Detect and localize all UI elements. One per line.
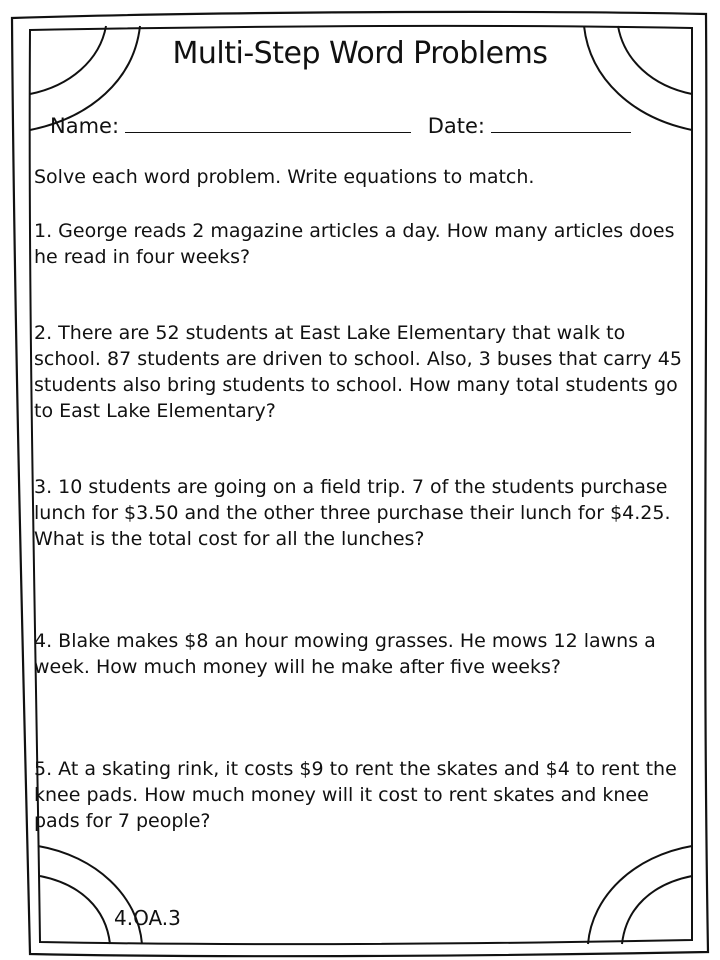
worksheet-title: Multi-Step Word Problems bbox=[172, 36, 548, 71]
problem-2: 2. There are 52 students at East Lake Elementary that walk to school. 87 students are driven to school. Also, 3 buses that carry 45 students also bring students to school. How many total students go to East Lake Elementary? bbox=[34, 322, 682, 422]
corner-arc-bottom-right bbox=[622, 876, 692, 944]
corner-arc-bottom-left bbox=[40, 876, 110, 944]
problem-1: 1. George reads 2 magazine articles a day. How many articles does he read in four weeks? bbox=[34, 220, 675, 268]
standard-code: 4.OA.3 bbox=[114, 906, 181, 930]
name-label: Name: bbox=[50, 114, 120, 138]
problem-4: 4. Blake makes $8 an hour mowing grasses. He mows 12 lawns a week. How much money will he make after five weeks? bbox=[34, 630, 656, 678]
corner-arc-bottom-right-inner bbox=[588, 846, 692, 944]
problem-5: 5. At a skating rink, it costs $9 to rent the skates and $4 to rent the knee pads. How much money will it cost to rent skates and knee pads for 7 people? bbox=[34, 758, 677, 832]
date-label: Date: bbox=[427, 114, 485, 138]
problem-3: 3. 10 students are going on a field trip. 7 of the students purchase lunch for $3.50 and the other three purchase their lunch for $4.25. What is the total cost for all the lunches? bbox=[34, 476, 671, 550]
name-blank-line[interactable] bbox=[125, 131, 411, 133]
name-date-row bbox=[50, 114, 650, 138]
instructions-text: Solve each word problem. Write equations to match. bbox=[34, 166, 535, 188]
date-blank-line[interactable] bbox=[491, 131, 631, 133]
